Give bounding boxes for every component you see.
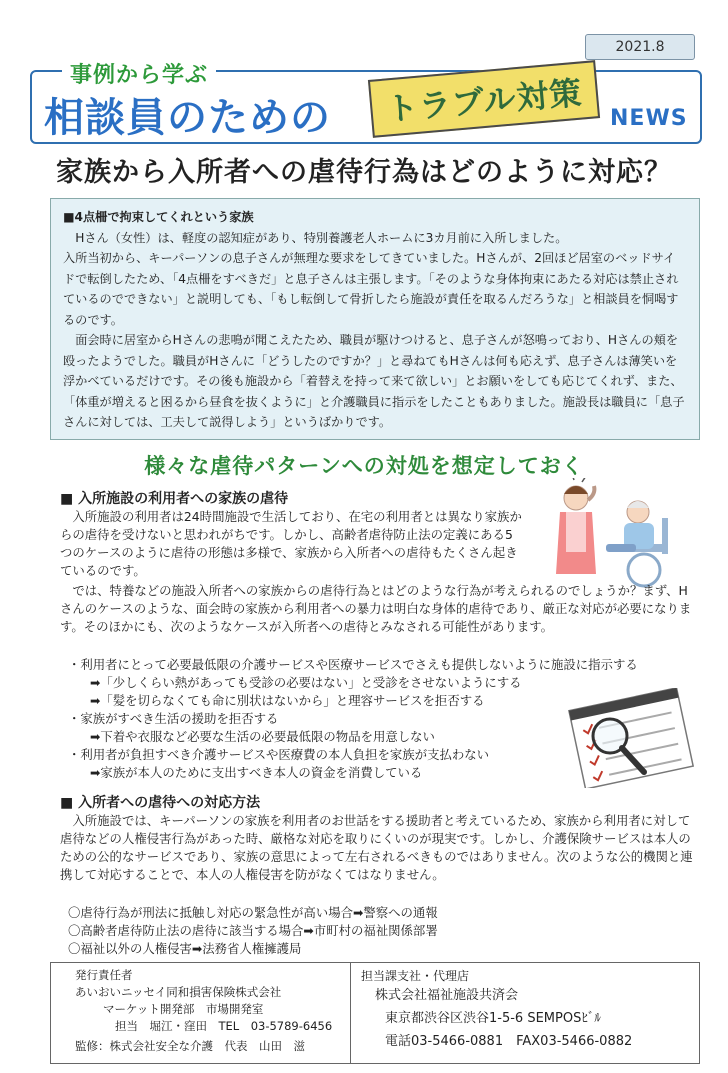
case-title: ■4点柵で拘束してくれという家族	[63, 210, 254, 224]
section-heading: 様々な虐待パターンへの対処を想定しておく	[144, 454, 584, 478]
list-item: 〇福祉以外の人権侵害➡法務省人権擁護局	[68, 941, 302, 956]
agency-info	[351, 963, 699, 1063]
news-label: NEWS	[610, 106, 688, 131]
publisher-label: 発行責任者	[75, 968, 133, 982]
caregiver-illustration	[526, 478, 706, 588]
list-item: 〇虐待行為が刑法に抵触し対応の緊急性が高い場合➡警察への通報	[68, 905, 438, 920]
list-item: ・家族がすべき生活の援助を拒否する	[68, 711, 279, 726]
list-item: ・利用者にとって必要最低限の介護サービスや医療サービスでさえも提供しないように施設に指示する	[68, 657, 638, 672]
trouble-badge-text: トラブル対策	[384, 73, 584, 129]
header-subtitle: 事例から学ぶ	[62, 58, 216, 89]
publisher-info	[51, 963, 351, 1063]
case-paragraph-2: 入所当初から、キーパーソンの息子さんが無理な要求をしてきていました。Hさんが、2回ほど居室のベッドサイドで転倒したため、「4点柵をすべきだ」と息子さんは主張します。「そのような身体拘束にあたる対応は禁止されているのでできない」と説明しても、「もし転倒して骨折したら施設が責任を取るんだろうな」と相談員を恫喝するのです。	[63, 251, 679, 327]
list-item: 〇高齢者虐待防止法の虐待に該当する場合➡市町村の福祉関係部署	[68, 923, 438, 938]
newsletter-title: 相談員のための	[44, 95, 331, 141]
agency-company: 株式会社福祉施設共済会	[375, 988, 519, 1003]
section2-paragraph: 入所施設では、キーパーソンの家族を利用者のお世話をする援助者と考えているため、家族から利用者に対して虐待などの人権侵害行為があった時、厳格な対応を取りにくいのが現実です。しかし、介護保険サービスは本人のための公的なサービスであり、家族の意思によって左右されるべきものではありません。次のような公的機関と連携して対応することで、本人の人権侵害を防がなくてはなりません。	[60, 813, 693, 882]
section1-intro: 入所施設の利用者は24時間施設で生活しており、在宅の利用者とは異なり家族からの虐待を受けないと思われがちです。しかし、高齢者虐待防止法の定義にある5つのケースのように虐待の形態は多様で、家族から入所者への虐待もたくさん起きているのです。	[60, 509, 522, 578]
case-paragraph-3: 面会時に居室からHさんの悲鳴が聞こえたため、職員が駆けつけると、息子さんが怒鳴っており、Hさんの頬を殴ったようでした。職員がHさんに「どうしたのですか？」と尋ねてもHさんは何も応えず、息子さんは薄笑いを浮かべているだけです。その後も施設から「着替えを持って来て欲しい」とお願いをしても応じてくれず、また、「体重が増えると困るから昼食を抜くように」と介護職員に指示をしたこともありました。施設長は職員に「息子さんに対しては、工夫して説得しよう」というばかりです。	[63, 333, 685, 429]
case-box	[50, 198, 700, 440]
supervision: 監修：株式会社安全な介護 代表 山田 滋	[75, 1039, 305, 1053]
case-paragraph-1: Hさん（女性）は、軽度の認知症があり、特別養護老人ホームに3カ月前に入所しました。	[75, 230, 568, 245]
list-item: ➡「少しくらい熱があっても受診の必要はない」と受診をさせないようにする	[90, 675, 522, 690]
publisher-dept: マーケット開発部 市場開発室	[103, 1002, 264, 1016]
publisher-contact: 担当 堀江・窪田 TEL 03-5789-6456	[115, 1019, 333, 1033]
agency-label: 担当課支社・代理店	[361, 969, 470, 983]
section1-title: ■ 入所施設の利用者への家族の虐待	[60, 491, 289, 507]
agency-phone: 電話03-5466-0881 FAX03-5466-0882	[385, 1034, 633, 1049]
agency-address: 東京都渋谷区渋谷1-5-6 SEMPOSﾋﾞﾙ	[385, 1011, 601, 1026]
section2-title: ■ 入所者への虐待への対応方法	[60, 795, 261, 811]
list-item: ➡家族が本人のために支出すべき本人の資金を消費している	[90, 765, 423, 780]
footer	[50, 962, 700, 1064]
headline: 家族から入所者への虐待行為はどのように対応？	[56, 157, 672, 188]
issue-date: 2021.8	[585, 34, 695, 60]
list-item: ➡「髪を切らなくても命に別状はないから」と理容サービスを拒否する	[90, 693, 485, 708]
checklist-illustration	[558, 688, 708, 788]
list-item: ➡下着や衣服など必要な生活の必要最低限の物品を用意しない	[90, 729, 435, 744]
publisher-company: あいおいニッセイ同和損害保険株式会社	[75, 985, 282, 999]
response-list	[60, 904, 720, 958]
section1-paragraph: では、特養などの施設入所者への家族からの虐待行為とはどのような行為が考えられるのでしょうか？まず、Hさんのケースのような、面会時の家族から利用者への暴力は明白な身体的虐待であり、厳正な対応が必要になります。そのほかにも、次のようなケースが入所者への虐待とみなされる可能性があります。	[60, 583, 692, 634]
list-item: ・利用者が負担すべき介護サービスや医療費の本人負担を家族が支払わない	[68, 747, 490, 762]
